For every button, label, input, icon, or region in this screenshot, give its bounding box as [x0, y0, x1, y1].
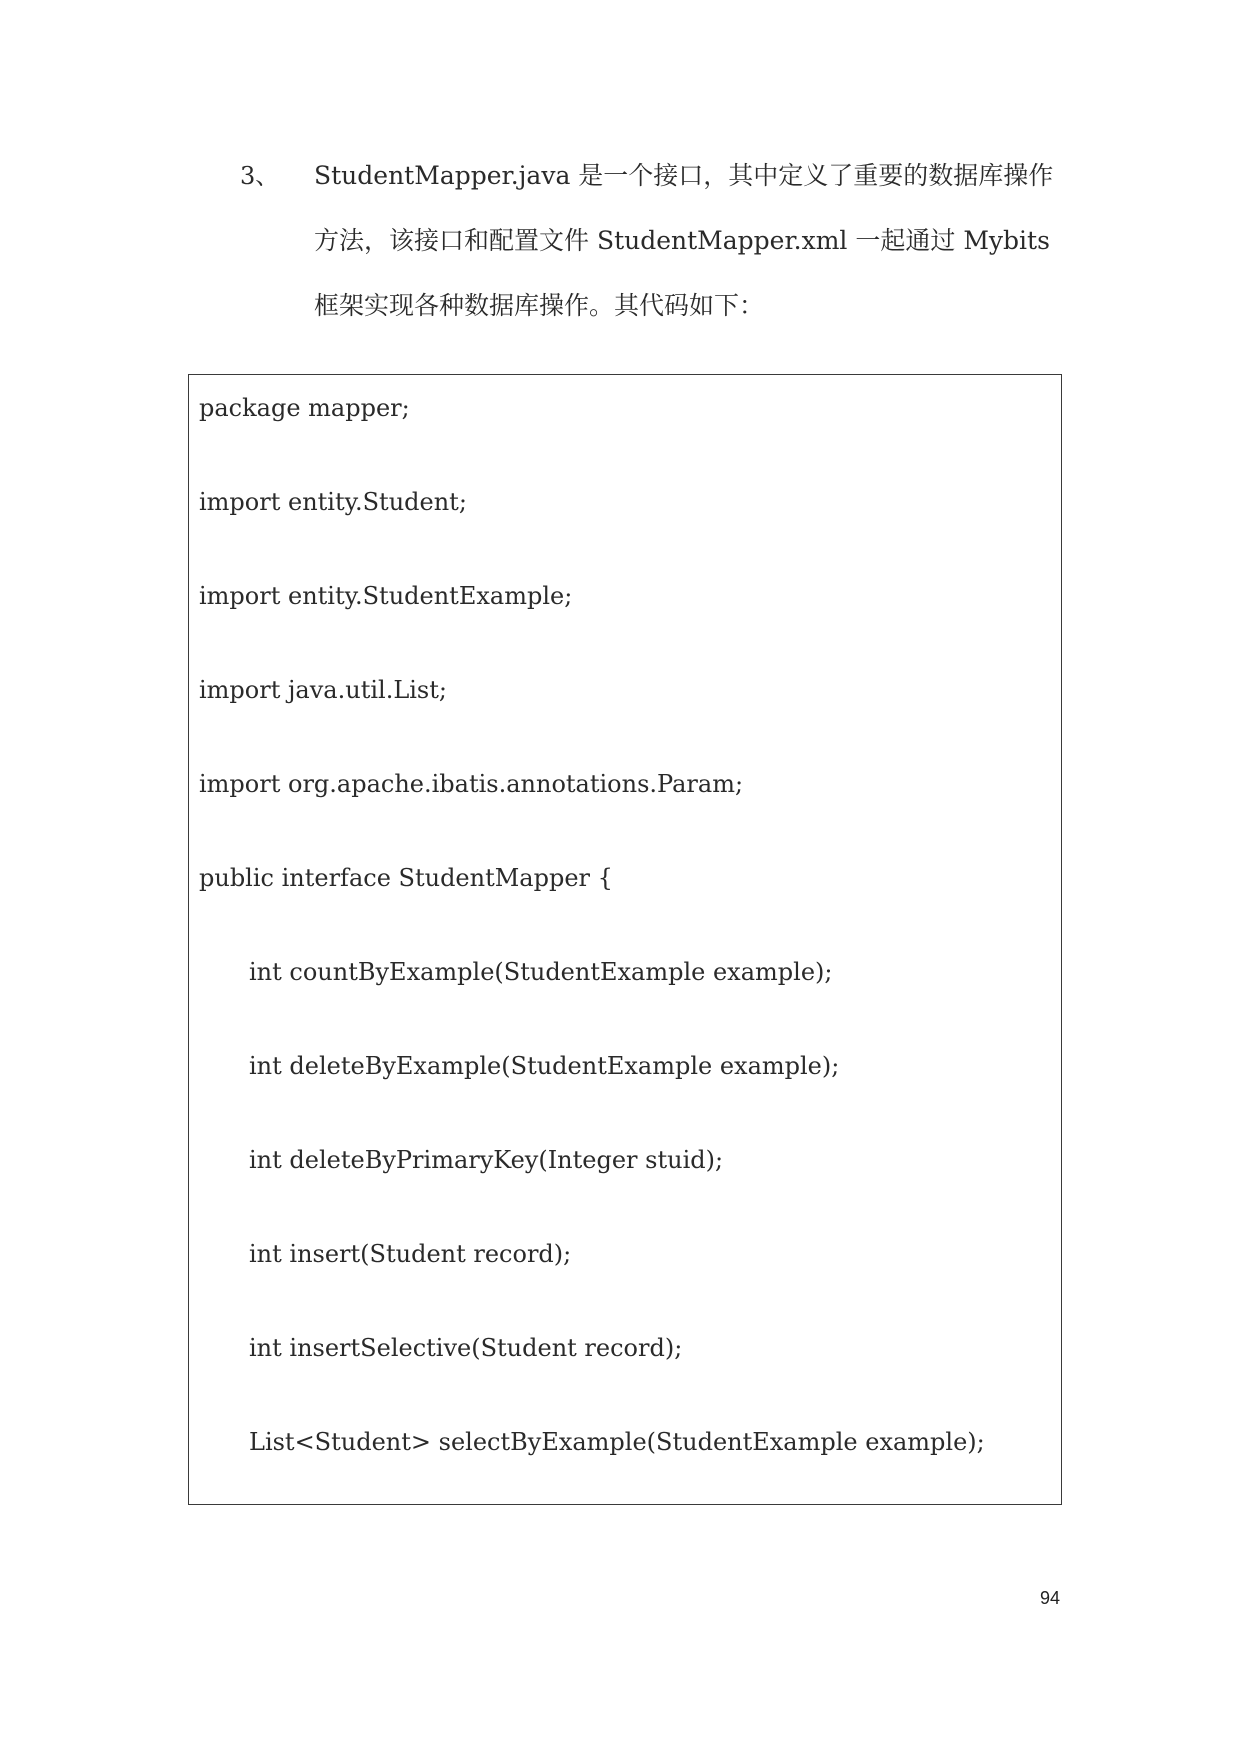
code-block: [188, 374, 1062, 1505]
code-line-count-by-example: int countByExample(StudentExample example);: [249, 958, 833, 986]
code-line-delete-by-primary-key: int deleteByPrimaryKey(Integer stuid);: [249, 1146, 724, 1174]
code-line-insert-selective: int insertSelective(Student record);: [249, 1334, 683, 1362]
code-line-select-by-example: List<Student> selectByExample(StudentExample example);: [249, 1428, 985, 1456]
intro-line-2: 方法，该接口和配置文件 StudentMapper.xml 一起通过 Mybits: [314, 226, 1050, 255]
code-line-delete-by-example: int deleteByExample(StudentExample example);: [249, 1052, 840, 1080]
list-number: 3、: [240, 162, 280, 190]
intro-line-3: 框架实现各种数据库操作。其代码如下：: [314, 291, 765, 320]
code-line-import-param: import org.apache.ibatis.annotations.Param;: [199, 770, 744, 798]
code-line-import-student: import entity.Student;: [199, 488, 467, 516]
code-line-import-student-example: import entity.StudentExample;: [199, 582, 573, 610]
code-line-package: package mapper;: [199, 394, 410, 422]
code-line-import-list: import java.util.List;: [199, 676, 447, 704]
page-number: 94: [1039, 1588, 1061, 1608]
code-line-insert: int insert(Student record);: [249, 1240, 572, 1268]
code-line-interface-decl: public interface StudentMapper {: [199, 864, 613, 892]
intro-line-1: StudentMapper.java 是一个接口，其中定义了重要的数据库操作: [314, 161, 1054, 190]
